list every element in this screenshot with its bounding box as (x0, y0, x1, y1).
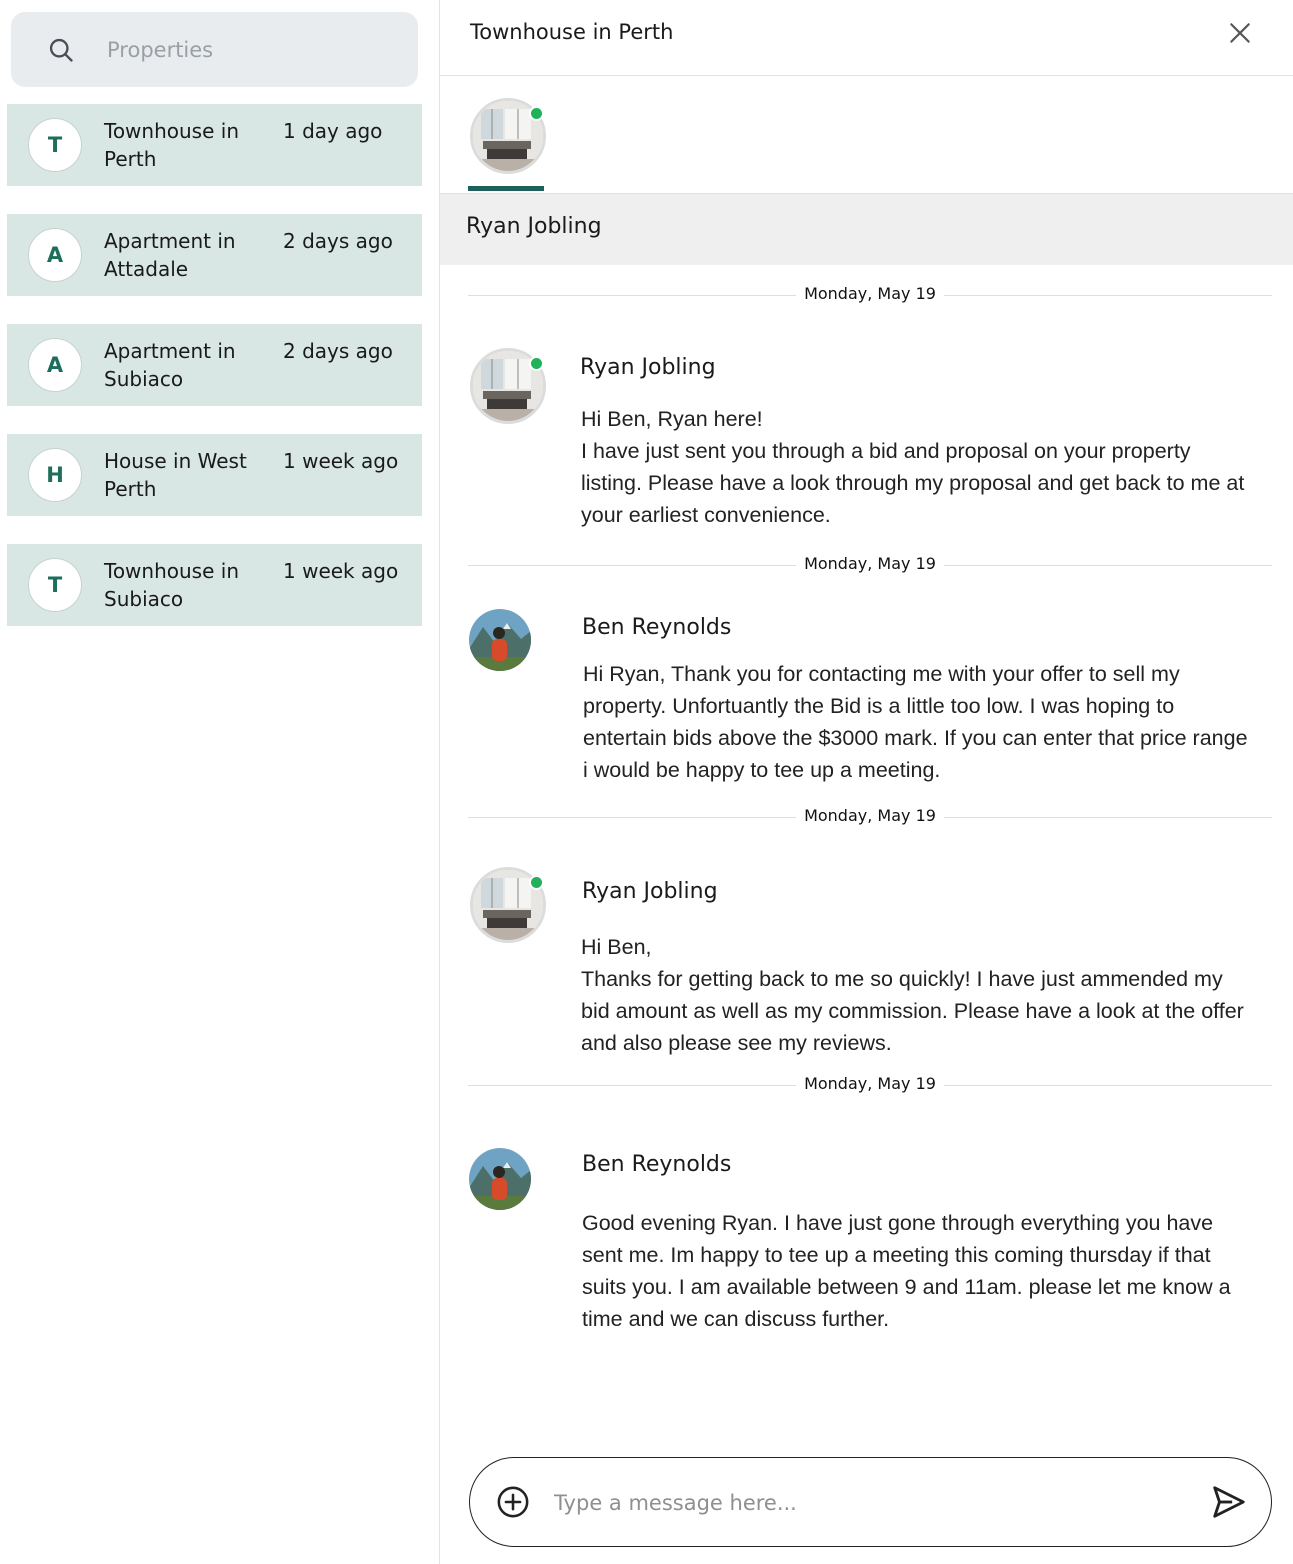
property-initial-avatar: T (28, 558, 82, 612)
date-label: Monday, May 19 (796, 284, 944, 303)
property-time: 1 day ago (283, 119, 383, 143)
property-item[interactable] (7, 324, 422, 406)
property-time: 2 days ago (283, 229, 393, 253)
property-initial-avatar: A (28, 228, 82, 282)
active-participant-bar (440, 194, 1293, 265)
message-text: Hi Ben, Ryan here! I have just sent you through a bid and proposal on your property listing. Please have a look through my proposal and get back to me at your earliest convenience. (581, 407, 1245, 527)
message-sender: Ben Reynolds (582, 615, 732, 640)
property-sidebar (0, 0, 440, 1564)
message-input[interactable] (554, 1484, 1174, 1522)
chat-header (440, 0, 1293, 76)
message-sender: Ben Reynolds (582, 1152, 732, 1177)
message-avatar-ryan (470, 348, 550, 428)
property-time: 1 week ago (283, 449, 399, 473)
date-label: Monday, May 19 (796, 1074, 944, 1093)
date-label: Monday, May 19 (796, 806, 944, 825)
property-item[interactable] (7, 214, 422, 296)
property-initial-avatar: A (28, 338, 82, 392)
active-tab-underline (468, 186, 544, 191)
message-composer (469, 1457, 1272, 1547)
property-initial-avatar: T (28, 118, 82, 172)
property-name: Apartment in Attadale (104, 229, 236, 281)
message-text: Good evening Ryan. I have just gone through everything you have sent me. Im happy to tee up a meeting this coming thursday if that suits you. I am available between 9 and 11am. please let me know a time and we can discuss further. (582, 1211, 1231, 1331)
property-name: Townhouse in Perth (104, 119, 239, 171)
search-input[interactable] (107, 38, 387, 62)
close-icon[interactable] (1227, 20, 1253, 46)
search-icon (47, 36, 75, 64)
property-item[interactable] (7, 434, 422, 516)
message-text: Hi Ben, Thanks for getting back to me so quickly! I have just ammended my bid amount as well as my commission. Please have a look at the offer and also please see my reviews. (581, 935, 1244, 1055)
date-label: Monday, May 19 (796, 554, 944, 573)
message-avatar-ben (469, 609, 531, 671)
participant-tab-ryan[interactable] (470, 98, 550, 178)
property-name: Townhouse in Subiaco (104, 559, 239, 611)
participant-tabs (440, 76, 1293, 194)
message-sender: Ryan Jobling (582, 879, 718, 904)
date-divider (468, 554, 1272, 573)
date-divider (468, 806, 1272, 825)
message-avatar-ben (469, 1148, 531, 1210)
online-indicator (529, 106, 544, 121)
date-divider (468, 1074, 1272, 1093)
property-time: 1 week ago (283, 559, 399, 583)
online-indicator (529, 875, 544, 890)
property-time: 2 days ago (283, 339, 393, 363)
date-divider (468, 284, 1272, 303)
message-avatar-ryan (470, 867, 550, 947)
send-icon[interactable] (1210, 1483, 1248, 1521)
message-sender: Ryan Jobling (580, 355, 716, 380)
property-name: Apartment in Subiaco (104, 339, 236, 391)
active-participant-name: Ryan Jobling (466, 214, 602, 239)
chat-panel (440, 0, 1293, 1564)
online-indicator (529, 356, 544, 371)
property-item[interactable] (7, 544, 422, 626)
property-initial-avatar: H (28, 448, 82, 502)
property-name: House in West Perth (104, 449, 247, 501)
message-text: Hi Ryan, Thank you for contacting me with your offer to sell my property. Unfortuantly the Bid is a little too low. I was hoping to entertain bids above the $3000 mark. If you can enter that price range i would be happy to tee up a meeting. (583, 662, 1248, 782)
property-item[interactable] (7, 104, 422, 186)
chat-title: Townhouse in Perth (470, 20, 674, 44)
plus-circle-icon[interactable] (496, 1485, 530, 1519)
property-search[interactable] (11, 12, 418, 87)
